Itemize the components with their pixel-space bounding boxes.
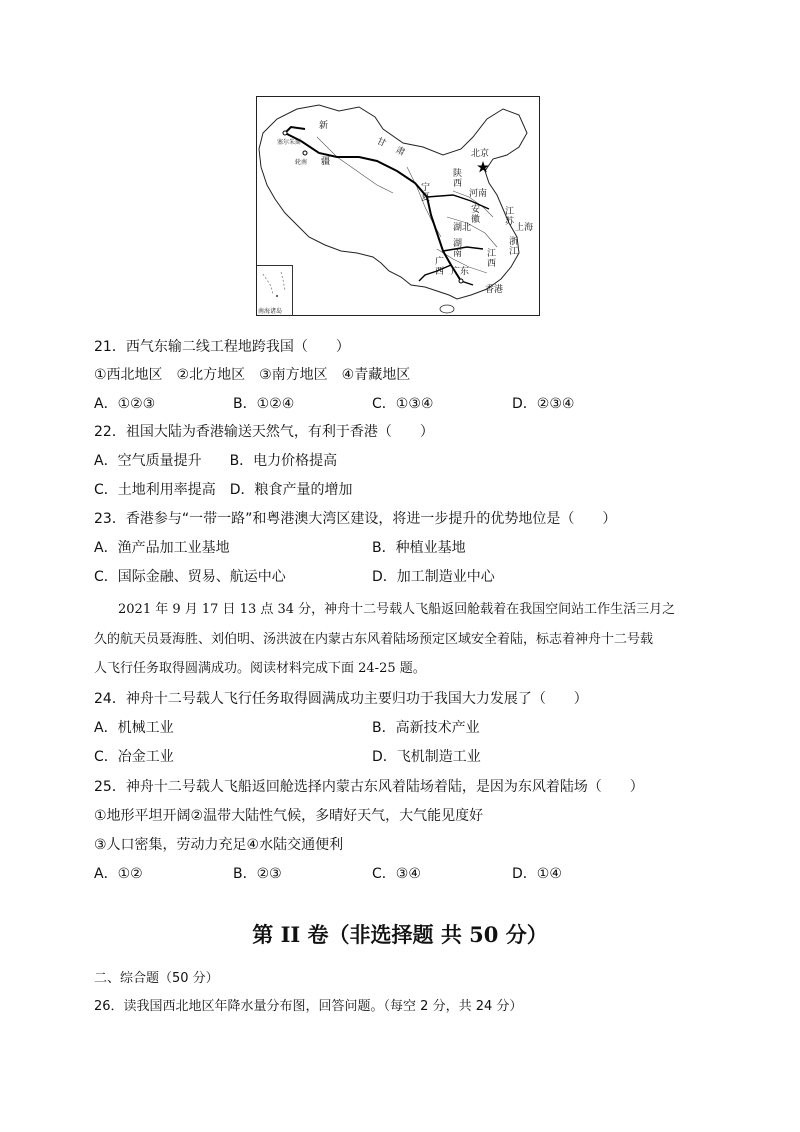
south-sea-caption: 南海诸岛	[258, 308, 283, 315]
china-pipeline-map	[256, 96, 540, 316]
label-hongkong: 香港	[485, 285, 504, 295]
label-beijing: 北京	[471, 149, 490, 159]
label-henan: 河南	[469, 189, 488, 199]
q26-stem: 26．读我国西北地区年降水量分布图，回答问题。（每空 2 分，共 24 分）	[94, 999, 523, 1014]
label-zhejiang: 浙江	[509, 237, 519, 257]
q23-option-b: B．种植业基地	[372, 540, 466, 556]
passage-line-2: 久的航天员聂海胜、刘伯明、汤洪波在内蒙古东风着陆场预定区域安全着陆，标志着神舟十二号载	[94, 632, 654, 647]
q25-stem: 25．神舟十二号载人飞船返回舱选择内蒙古东风着陆场着陆，是因为东风着陆场（ ）	[94, 779, 644, 795]
q25-option-c: C．③④	[372, 866, 421, 882]
q25-option-a: A．①②	[94, 866, 143, 882]
label-shaanxi: 陕西	[453, 169, 463, 189]
label-jiangsu: 江苏	[505, 207, 515, 227]
q23-option-d: D．加工制造业中心	[372, 569, 495, 585]
label-guangdong: 广东	[451, 267, 470, 277]
label-lunnan: 轮南	[295, 159, 308, 166]
south-sea-inset	[257, 265, 293, 316]
q21-option-b: B．①②④	[233, 396, 295, 412]
map-drawing	[257, 97, 539, 315]
q24-option-d: D．飞机制造工业	[372, 749, 481, 765]
q23-option-c: C．国际金融、贸易、航运中心	[94, 569, 286, 585]
south-sea-islands-drawing	[257, 266, 292, 306]
q24-option-c: C．冶金工业	[94, 749, 174, 765]
q22-options-cd: C．土地利用率提高 D．粮食产量的增加	[94, 482, 353, 498]
q24-option-a: A．机械工业	[94, 720, 174, 736]
label-shanghai: 上海	[515, 223, 534, 233]
label-jiang: 疆	[321, 157, 331, 167]
q23-option-a: A．渔产品加工业基地	[94, 540, 230, 556]
q25-option-b: B．②③	[233, 866, 282, 882]
q25-items-1: ①地形平坦开阔②温带大陆性气候，多晴好天气，大气能见度好	[94, 808, 484, 824]
q21-stem: 21．西气东输二线工程地跨我国（ ）	[94, 339, 350, 355]
label-guangxi: 广西	[435, 257, 445, 277]
q24-option-b: B．高新技术产业	[372, 720, 480, 736]
q25-items-2: ③人口密集，劳动力充足④水陆交通便利	[94, 837, 344, 853]
q21-option-a: A．①②③	[94, 396, 156, 412]
label-jiangxi: 江西	[487, 249, 497, 269]
q22-options-ab: A．空气质量提升 B．电力价格提高	[94, 453, 338, 469]
label-kashgar: 塞尔朱斯	[277, 139, 302, 146]
q22-stem: 22．祖国大陆为香港输送天然气，有利于香港（ ）	[94, 424, 434, 440]
passage-line-3: 人飞行任务取得圆满成功。阅读材料完成下面 24-25 题。	[94, 661, 426, 676]
section-2-heading: 二、综合题（50 分）	[94, 971, 219, 986]
q21-items: ①西北地区 ②北方地区 ③南方地区 ④青藏地区	[94, 367, 411, 383]
section-2-title: 第 II 卷（非选择题 共 50 分）	[252, 922, 548, 947]
label-ningxia: 宁夏	[421, 183, 431, 203]
q23-stem: 23．香港参与“一带一路”和粤港澳大湾区建设，将进一步提升的优势地位是（ ）	[94, 511, 617, 527]
label-anhui: 安徽	[471, 205, 481, 225]
label-hubei: 湖北	[453, 223, 472, 233]
q24-stem: 24．神舟十二号载人飞行任务取得圆满成功主要归功于我国大力发展了（ ）	[94, 691, 588, 707]
label-xin: 新	[319, 121, 329, 131]
q21-option-d: D．②③④	[512, 396, 575, 412]
label-gansu: 甘肃	[374, 136, 418, 164]
passage-line-1: 2021 年 9 月 17 日 13 点 34 分，神舟十二号载人飞船返回舱载着在我国空间站工作生活三月之	[118, 602, 676, 617]
label-hunan: 湖南	[453, 239, 463, 259]
q21-option-c: C．①③④	[372, 396, 434, 412]
q25-option-d: D．①④	[512, 866, 562, 882]
